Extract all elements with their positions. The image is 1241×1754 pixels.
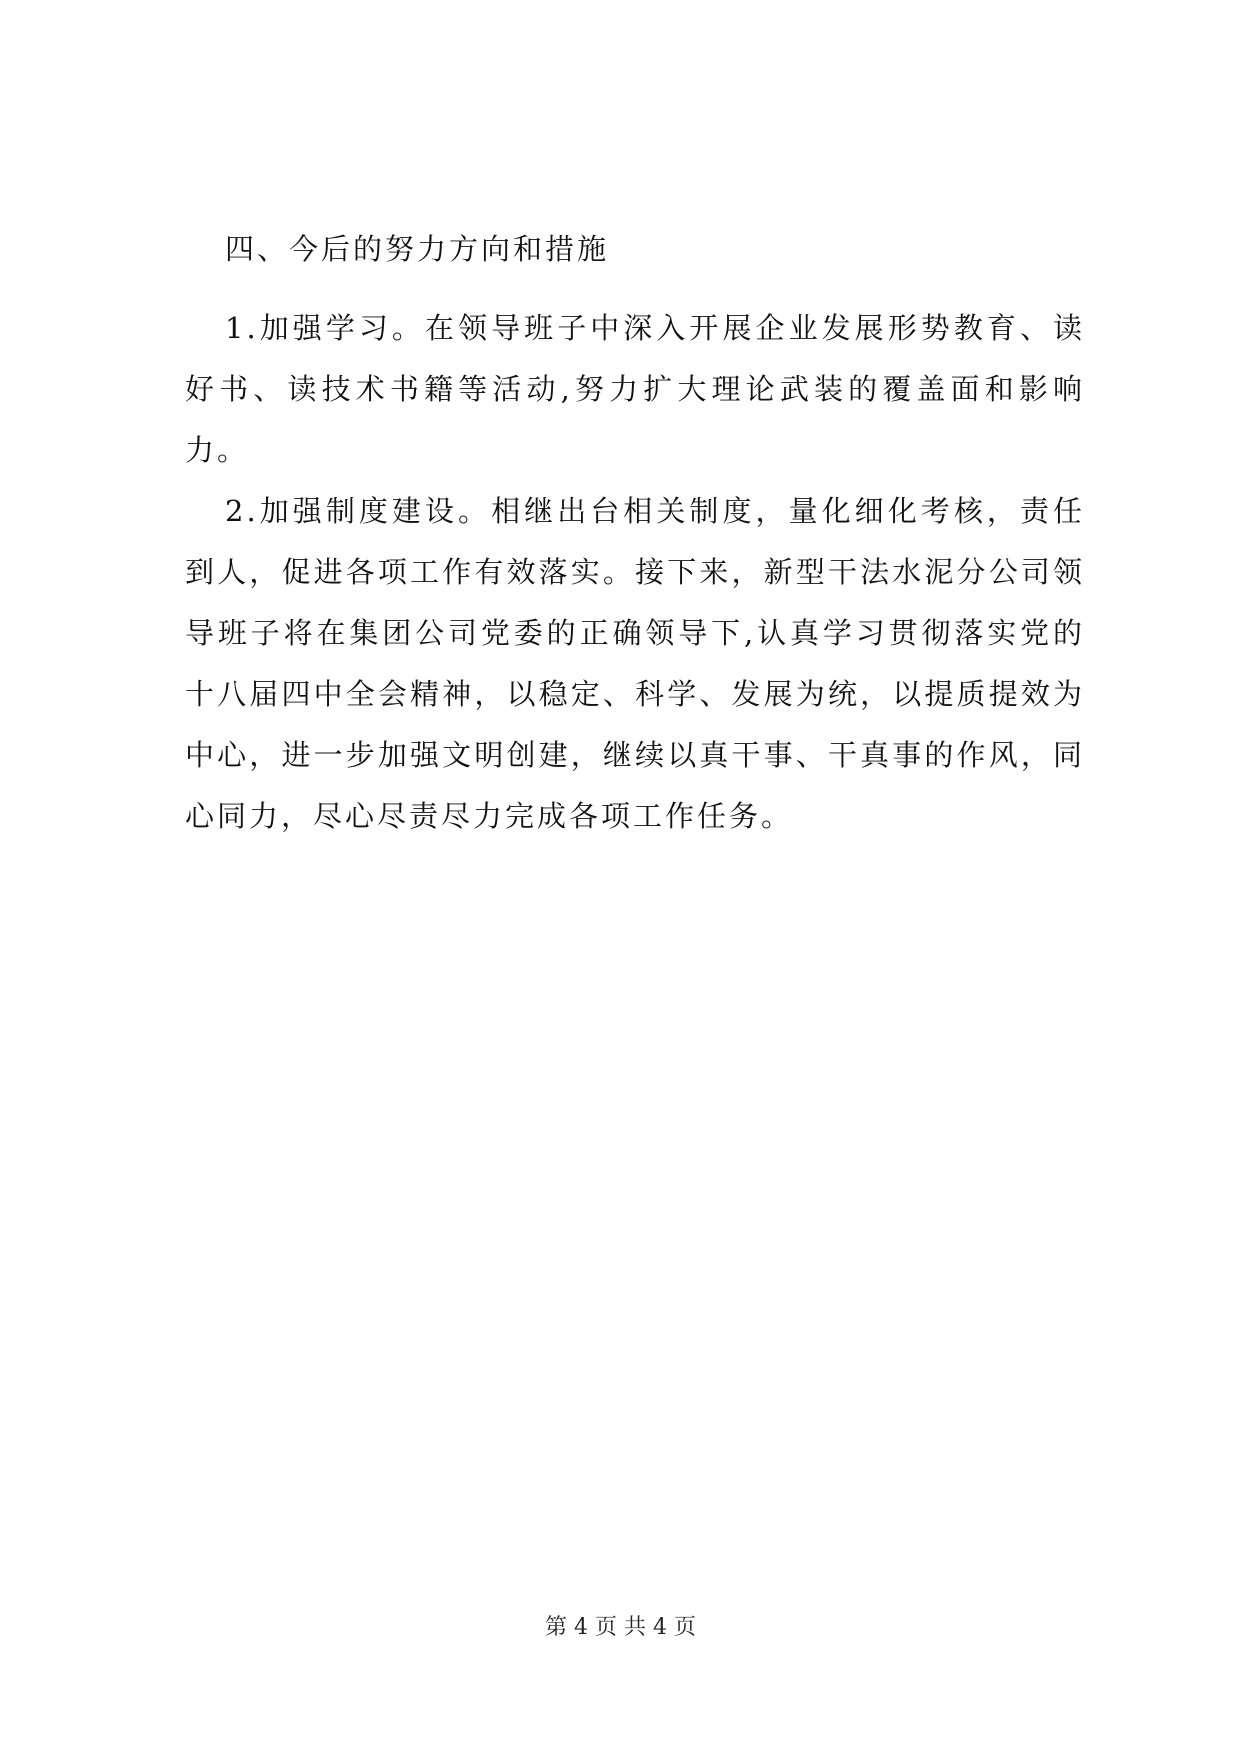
document-body [185,232,1085,847]
page-footer: 第 4 页 共 4 页 [545,1615,696,1640]
paragraph-2: 2.加强制度建设。相继出台相关制度，量化细化考核，责任到人，促进各项工作有效落实。接下来，新型干法水泥分公司领导班子将在集团公司党委的正确领导下,认真学习贯彻落实党的十八届四中全会精神，以稳定、科学、发展为统，以提质提效为中心，进一步加强文明创建，继续以真干事、干真事的作风，同心同力，尽心尽责尽力完成各项工作任务。 [185,494,1085,833]
section-heading: 四、今后的努力方向和措施 [225,232,610,266]
paragraph-1: 1.加强学习。在领导班子中深入开展企业发展形势教育、读好书、读技术书籍等活动,努力扩大理论武装的覆盖面和影响力。 [185,311,1085,467]
